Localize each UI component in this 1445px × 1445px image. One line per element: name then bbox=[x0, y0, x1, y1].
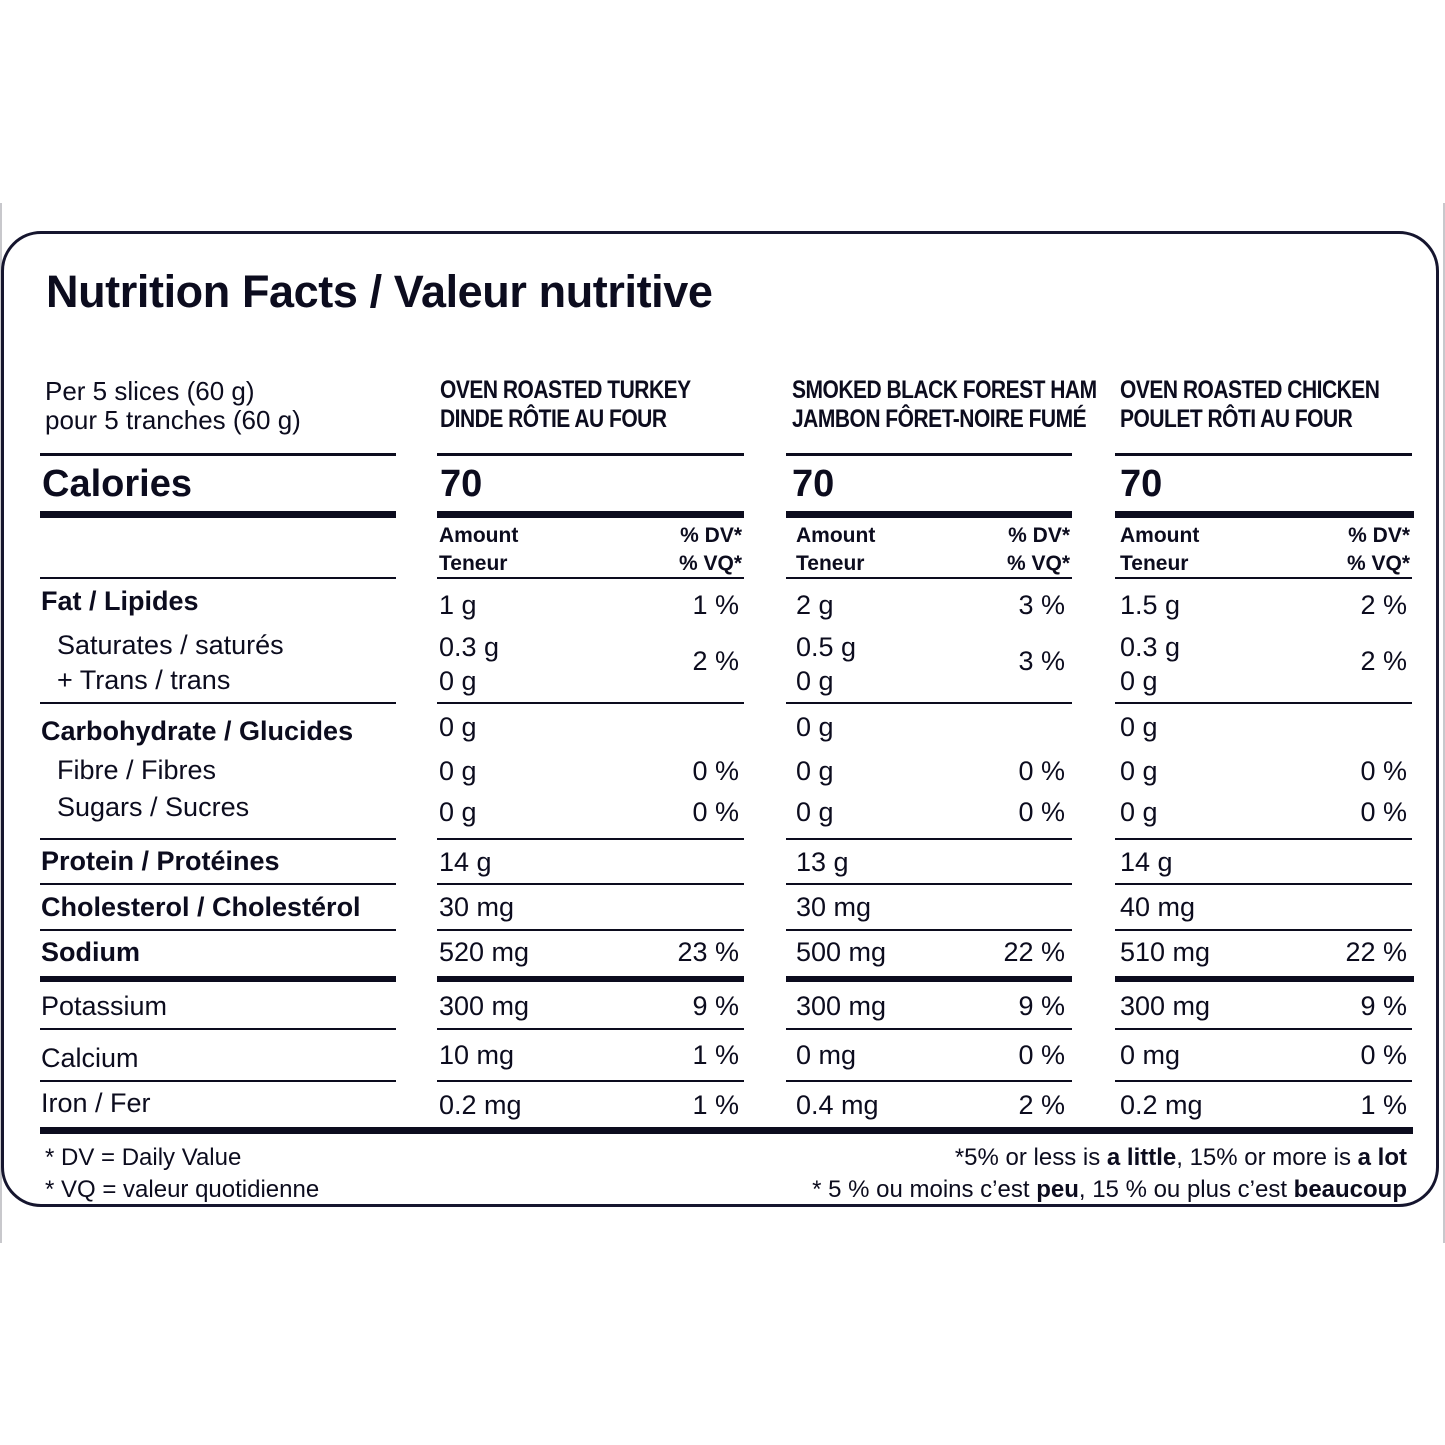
value-fat: 2 g bbox=[796, 590, 834, 620]
dv-iron: 2 % bbox=[1018, 1090, 1065, 1120]
dv-calcium: 0 % bbox=[1018, 1040, 1065, 1070]
label-sodium: Sodium bbox=[41, 937, 140, 967]
value-calcium: 0 mg bbox=[796, 1040, 857, 1070]
footnote-scale-en bbox=[955, 1144, 1407, 1172]
footnote-dv-fr: * VQ = valeur quotidienne bbox=[45, 1176, 320, 1203]
product-name-en: SMOKED BLACK FOREST HAM bbox=[792, 376, 1097, 404]
label-potassium: Potassium bbox=[41, 991, 168, 1021]
divider-line bbox=[1115, 976, 1414, 982]
divider-line bbox=[1115, 883, 1412, 885]
value-potassium: 300 mg bbox=[1120, 991, 1211, 1021]
label-trans: + Trans / trans bbox=[57, 665, 231, 695]
amount-header-fr: Teneur bbox=[439, 552, 508, 575]
product-name-1 bbox=[440, 376, 691, 434]
footnote-scale-fr-part4: beaucoup bbox=[1293, 1176, 1407, 1203]
divider-line bbox=[786, 511, 1072, 518]
divider-line bbox=[40, 1028, 396, 1030]
divider-line bbox=[40, 1080, 396, 1082]
divider-line bbox=[786, 838, 1072, 840]
value-iron: 0.2 mg bbox=[1120, 1090, 1203, 1120]
value-sodium: 510 mg bbox=[1120, 937, 1211, 967]
value-trans: 0 g bbox=[796, 666, 834, 696]
divider-line bbox=[437, 1080, 744, 1082]
dv-header-fr: % VQ* bbox=[678, 552, 742, 575]
amount-header-en: Amount bbox=[796, 524, 876, 547]
dv-fat: 2 % bbox=[1360, 590, 1407, 620]
value-cholesterol: 30 mg bbox=[796, 892, 872, 922]
divider-line bbox=[40, 929, 396, 931]
divider-line bbox=[1115, 838, 1412, 840]
value-fibre: 0 g bbox=[439, 756, 477, 786]
value-fat: 1 g bbox=[439, 590, 477, 620]
product-name-en: OVEN ROASTED CHICKEN bbox=[1120, 376, 1380, 404]
value-carbohydrate: 0 g bbox=[1120, 712, 1158, 742]
value-potassium: 300 mg bbox=[439, 991, 530, 1021]
divider-line bbox=[437, 929, 744, 931]
value-protein: 14 g bbox=[439, 847, 492, 877]
dv-fat: 1 % bbox=[692, 590, 739, 620]
value-calcium: 10 mg bbox=[439, 1040, 515, 1070]
amount-header-fr: Teneur bbox=[796, 552, 865, 575]
dv-sodium: 22 % bbox=[1003, 937, 1065, 967]
dv-potassium: 9 % bbox=[1360, 991, 1407, 1021]
dv-header-fr: % VQ* bbox=[1346, 552, 1410, 575]
value-trans: 0 g bbox=[1120, 666, 1158, 696]
divider-line bbox=[40, 453, 396, 456]
calories-value: 70 bbox=[792, 463, 835, 505]
dv-sugars: 0 % bbox=[692, 797, 739, 827]
divider-line bbox=[437, 1028, 744, 1030]
label-sugars: Sugars / Sucres bbox=[57, 792, 250, 822]
divider-line bbox=[437, 511, 744, 518]
product-name-3 bbox=[1120, 376, 1379, 434]
divider-line bbox=[1115, 929, 1412, 931]
value-sugars: 0 g bbox=[439, 797, 477, 827]
product-name-2 bbox=[792, 376, 1097, 434]
divider-line bbox=[1115, 1080, 1412, 1082]
amount-header-fr: Teneur bbox=[1120, 552, 1189, 575]
amount-header bbox=[796, 522, 875, 578]
divider-line bbox=[437, 702, 744, 704]
divider-line bbox=[786, 883, 1072, 885]
divider-line bbox=[437, 838, 744, 840]
dv-header bbox=[1007, 522, 1070, 578]
value-sugars: 0 g bbox=[1120, 797, 1158, 827]
label-cholesterol: Cholesterol / Cholestérol bbox=[41, 892, 361, 922]
amount-header-en: Amount bbox=[439, 524, 519, 547]
product-name-fr: POULET RÔTI AU FOUR bbox=[1120, 405, 1353, 433]
value-calcium: 0 mg bbox=[1120, 1040, 1181, 1070]
value-cholesterol: 30 mg bbox=[439, 892, 515, 922]
amount-header bbox=[1120, 522, 1199, 578]
dv-saturates-trans: 2 % bbox=[1360, 646, 1407, 676]
divider-line bbox=[40, 577, 396, 579]
value-protein: 13 g bbox=[796, 847, 849, 877]
product-name-en: OVEN ROASTED TURKEY bbox=[440, 376, 691, 404]
divider-line bbox=[786, 929, 1072, 931]
dv-iron: 1 % bbox=[692, 1090, 739, 1120]
divider-line bbox=[437, 976, 744, 982]
serving-size-en: Per 5 slices (60 g) bbox=[45, 376, 255, 406]
dv-header-fr: % VQ* bbox=[1006, 552, 1070, 575]
serving-size-fr: pour 5 tranches (60 g) bbox=[45, 405, 301, 435]
footnote-scale-en-part4: a lot bbox=[1357, 1144, 1407, 1171]
product-name-fr: DINDE RÔTIE AU FOUR bbox=[440, 405, 667, 433]
footnote-scale-en-part2: a little bbox=[1106, 1144, 1177, 1171]
value-carbohydrate: 0 g bbox=[439, 712, 477, 742]
divider-line bbox=[1115, 1028, 1412, 1030]
divider-line bbox=[1115, 702, 1412, 704]
divider-line bbox=[786, 453, 1072, 456]
value-sodium: 500 mg bbox=[796, 937, 887, 967]
label-saturates: Saturates / saturés bbox=[57, 630, 284, 660]
value-saturates: 0.5 g bbox=[796, 632, 857, 662]
value-carbohydrate: 0 g bbox=[796, 712, 834, 742]
footnote-scale-fr-part2: peu bbox=[1036, 1176, 1079, 1203]
dv-sodium: 22 % bbox=[1345, 937, 1407, 967]
dv-header-en: % DV* bbox=[1348, 524, 1410, 547]
divider-line bbox=[437, 453, 744, 456]
divider-line bbox=[786, 702, 1072, 704]
footnote-dv-en: * DV = Daily Value bbox=[45, 1144, 242, 1171]
footnote-scale-en-part3: , 15% or more is bbox=[1176, 1144, 1358, 1171]
calories-value: 70 bbox=[1120, 463, 1163, 505]
divider-line bbox=[1115, 511, 1414, 518]
divider-line bbox=[40, 976, 396, 982]
dv-header-en: % DV* bbox=[1008, 524, 1070, 547]
value-trans: 0 g bbox=[439, 666, 477, 696]
value-fibre: 0 g bbox=[1120, 756, 1158, 786]
product-name-fr: JAMBON FÔRET-NOIRE FUMÉ bbox=[792, 405, 1087, 433]
dv-fat: 3 % bbox=[1018, 590, 1065, 620]
dv-calcium: 1 % bbox=[692, 1040, 739, 1070]
footnote-scale-fr-part3: , 15 % ou plus c’est bbox=[1078, 1176, 1294, 1203]
value-saturates: 0.3 g bbox=[439, 632, 500, 662]
dv-sodium: 23 % bbox=[677, 937, 739, 967]
dv-fibre: 0 % bbox=[1018, 756, 1065, 786]
divider-line bbox=[786, 1080, 1072, 1082]
dv-saturates-trans: 3 % bbox=[1018, 646, 1065, 676]
value-sodium: 520 mg bbox=[439, 937, 530, 967]
divider-line bbox=[40, 883, 396, 885]
value-fat: 1.5 g bbox=[1120, 590, 1181, 620]
calories-label: Calories bbox=[42, 463, 192, 505]
divider-line bbox=[40, 838, 396, 840]
label-carbohydrate: Carbohydrate / Glucides bbox=[41, 716, 354, 746]
value-fibre: 0 g bbox=[796, 756, 834, 786]
calories-value: 70 bbox=[440, 463, 483, 505]
dv-header bbox=[679, 522, 742, 578]
dv-sugars: 0 % bbox=[1018, 797, 1065, 827]
dv-fibre: 0 % bbox=[1360, 756, 1407, 786]
divider-line bbox=[786, 1028, 1072, 1030]
dv-header bbox=[1347, 522, 1410, 578]
divider-line bbox=[1115, 453, 1412, 456]
dv-potassium: 9 % bbox=[1018, 991, 1065, 1021]
value-iron: 0.2 mg bbox=[439, 1090, 522, 1120]
divider-line bbox=[40, 702, 396, 704]
dv-header-en: % DV* bbox=[680, 524, 742, 547]
serving-size bbox=[45, 377, 301, 435]
divider-line bbox=[786, 976, 1072, 982]
page-title: Nutrition Facts / Valeur nutritive bbox=[46, 266, 713, 317]
dv-sugars: 0 % bbox=[1360, 797, 1407, 827]
amount-header-en: Amount bbox=[1120, 524, 1200, 547]
label-protein: Protein / Protéines bbox=[41, 846, 280, 876]
divider-line bbox=[40, 511, 396, 518]
footnote-scale-fr bbox=[812, 1176, 1407, 1204]
label-fat: Fat / Lipides bbox=[41, 586, 199, 616]
label-calcium: Calcium bbox=[41, 1043, 139, 1073]
footnote-scale-en-part1: *5% or less is bbox=[954, 1144, 1107, 1171]
amount-header bbox=[439, 522, 518, 578]
label-fibre: Fibre / Fibres bbox=[57, 755, 217, 785]
dv-fibre: 0 % bbox=[692, 756, 739, 786]
dv-saturates-trans: 2 % bbox=[692, 646, 739, 676]
value-iron: 0.4 mg bbox=[796, 1090, 879, 1120]
bottom-rule bbox=[40, 1127, 1413, 1134]
label-iron: Iron / Fer bbox=[41, 1088, 151, 1118]
value-sugars: 0 g bbox=[796, 797, 834, 827]
dv-potassium: 9 % bbox=[692, 991, 739, 1021]
value-cholesterol: 40 mg bbox=[1120, 892, 1196, 922]
value-potassium: 300 mg bbox=[796, 991, 887, 1021]
dv-calcium: 0 % bbox=[1360, 1040, 1407, 1070]
divider-line bbox=[437, 883, 744, 885]
footnote-scale-fr-part1: * 5 % ou moins c’est bbox=[812, 1176, 1037, 1203]
value-protein: 14 g bbox=[1120, 847, 1173, 877]
dv-iron: 1 % bbox=[1360, 1090, 1407, 1120]
value-saturates: 0.3 g bbox=[1120, 632, 1181, 662]
